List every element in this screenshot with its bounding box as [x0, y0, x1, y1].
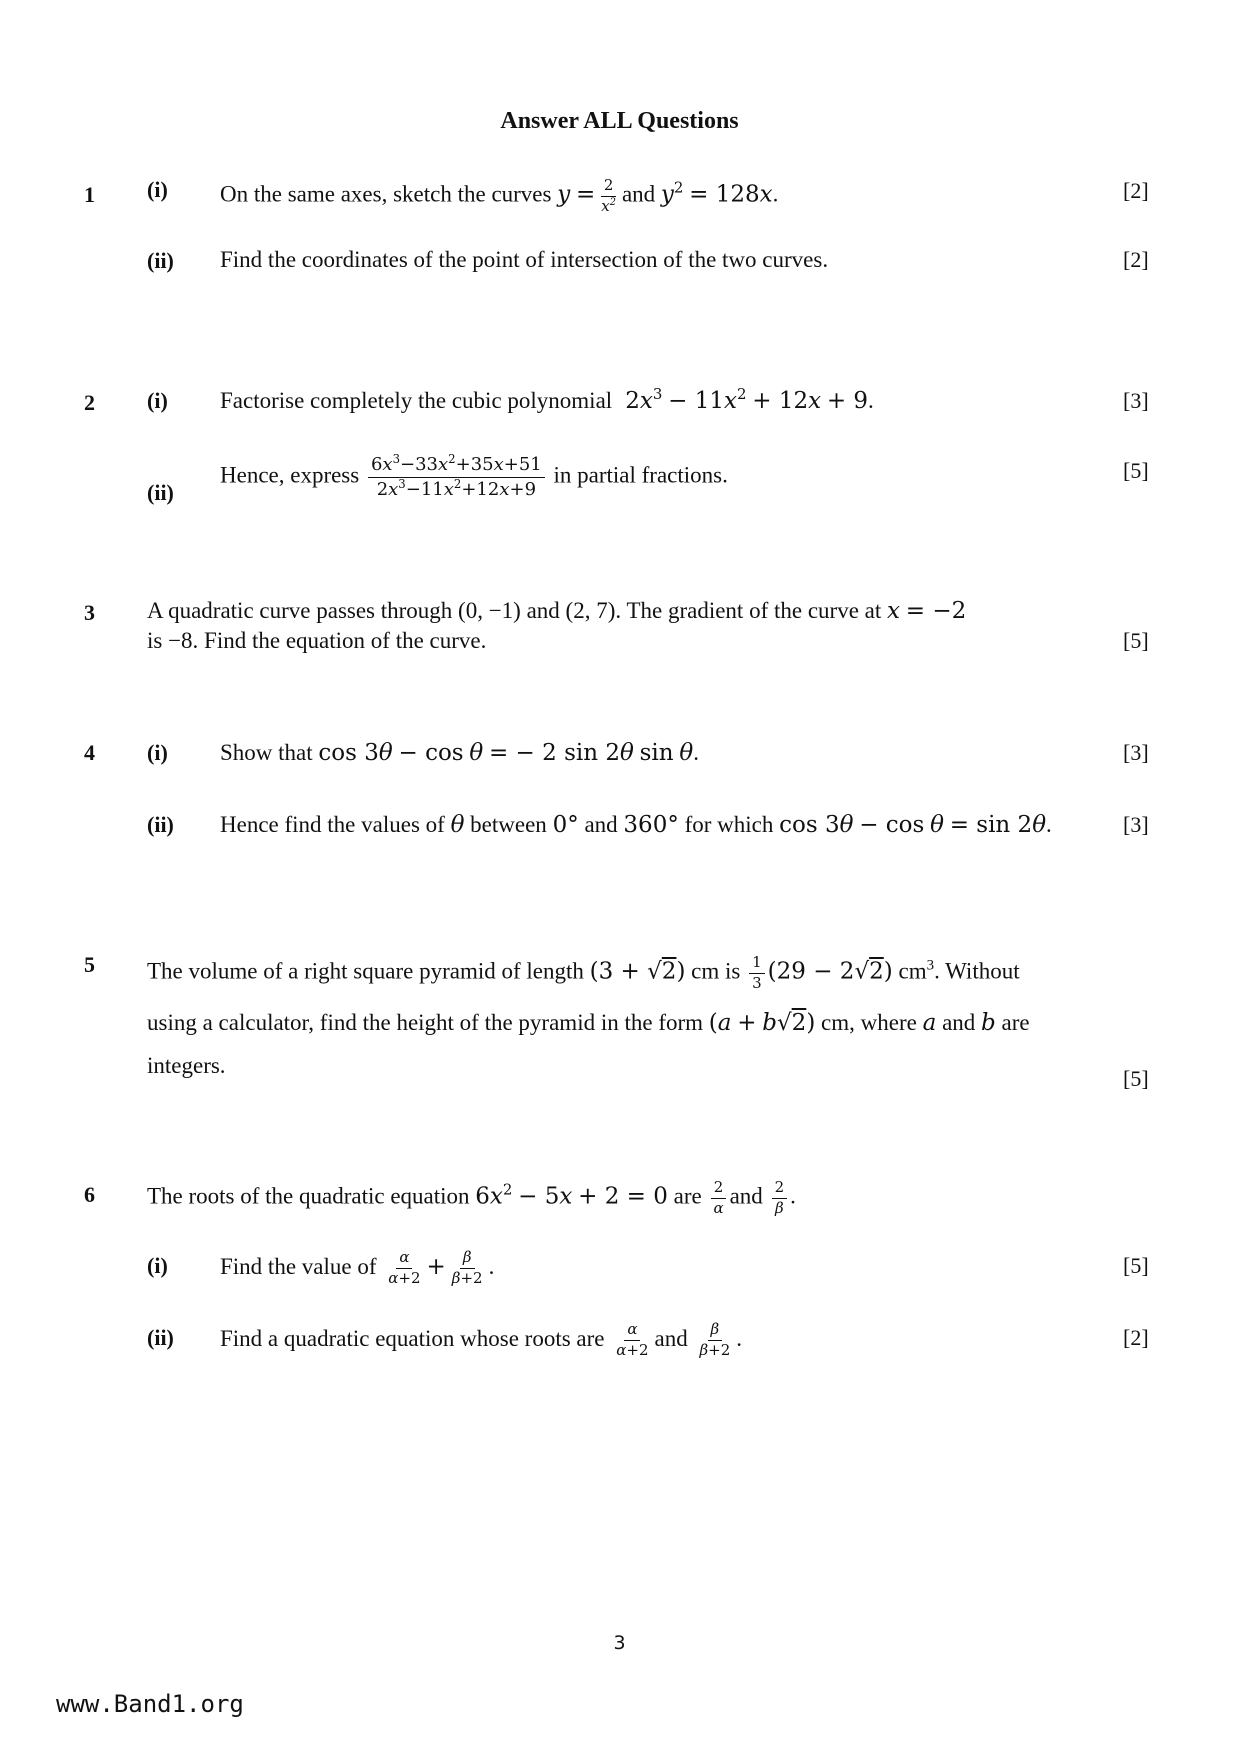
question-number: 6 [84, 1182, 95, 1207]
question-text: A quadratic curve passes through (0, −1) and (2, 7). The gradient of the curve at x = −2 [147, 598, 967, 624]
part-label: (i) [147, 388, 168, 413]
marks: [3] [1123, 812, 1149, 837]
question-number: 5 [84, 952, 95, 977]
part-label: (ii) [147, 248, 174, 273]
question-text: Hence, express $\frac{6x^3-33x^2+35x+51}{2x^3-11x^2+12x+9}$ in partial fractions. [220, 451, 728, 500]
question-text: On the same axes, sketch the curves y = $\frac{2}{x^2}$ and $y^2 = 128x$. [220, 176, 779, 215]
question-text: integers. [147, 1053, 226, 1078]
question-number: 2 [84, 390, 95, 415]
part-label: (i) [147, 740, 168, 765]
part-label: (ii) [147, 1325, 174, 1350]
question-text: The volume of a right square pyramid of length (3 + √2) cm is $\frac{1}{3}$ (29 − 2√2) $cm^3$. Without [147, 953, 1020, 992]
page-title: Answer ALL Questions [500, 108, 739, 134]
question-text: Find the coordinates of the point of intersection of the two curves. [220, 247, 829, 272]
question-number: 1 [84, 182, 95, 207]
question-text: Show that cos 3θ − cos θ = − 2 sin 2θ sin θ. [220, 740, 699, 766]
question-text: The roots of the quadratic equation $6x^2 - 5x + 2 = 0$ are $\frac{2}{\alpha}$ and $\frac{2}{\beta}$ . [147, 1178, 796, 1217]
part-label: (i) [147, 1253, 168, 1278]
part-label: (i) [147, 177, 168, 202]
question-text: using a calculator, find the height of the pyramid in the form (a + b√2) cm, where a and b are [147, 1010, 1030, 1036]
marks: [5] [1123, 1253, 1149, 1278]
marks: [2] [1123, 247, 1149, 272]
question-number: 4 [84, 740, 95, 765]
part-label: (ii) [147, 812, 174, 837]
marks: [5] [1123, 458, 1149, 483]
question-text: is −8. Find the equation of the curve. [147, 628, 487, 653]
question-text: Factorise completely the cubic polynomial $2x^3 - 11x^2 + 12x + 9$. [220, 385, 874, 414]
question-number: 3 [84, 600, 95, 625]
question-text: Hence find the values of θ between 0° and 360° for which cos 3θ − cos θ = sin 2θ. [220, 812, 1052, 838]
marks: [3] [1123, 740, 1149, 765]
marks: [2] [1123, 178, 1149, 203]
marks: [5] [1123, 1066, 1149, 1091]
question-text: Find a quadratic equation whose roots are $\frac{\alpha}{\alpha+2}$ and $\frac{\beta}{\beta+2}$ . [220, 1320, 743, 1359]
marks: [3] [1123, 388, 1149, 413]
marks: [2] [1123, 1325, 1149, 1350]
part-label: (ii) [147, 480, 174, 505]
footer-url: www.Band1.org [56, 1690, 244, 1718]
question-text: Find the value of $\frac{\alpha}{\alpha+2}$ + $\frac{\beta}{\beta+2}$ . [220, 1248, 495, 1287]
page-number: 3 [613, 1632, 626, 1654]
marks: [5] [1123, 628, 1149, 653]
